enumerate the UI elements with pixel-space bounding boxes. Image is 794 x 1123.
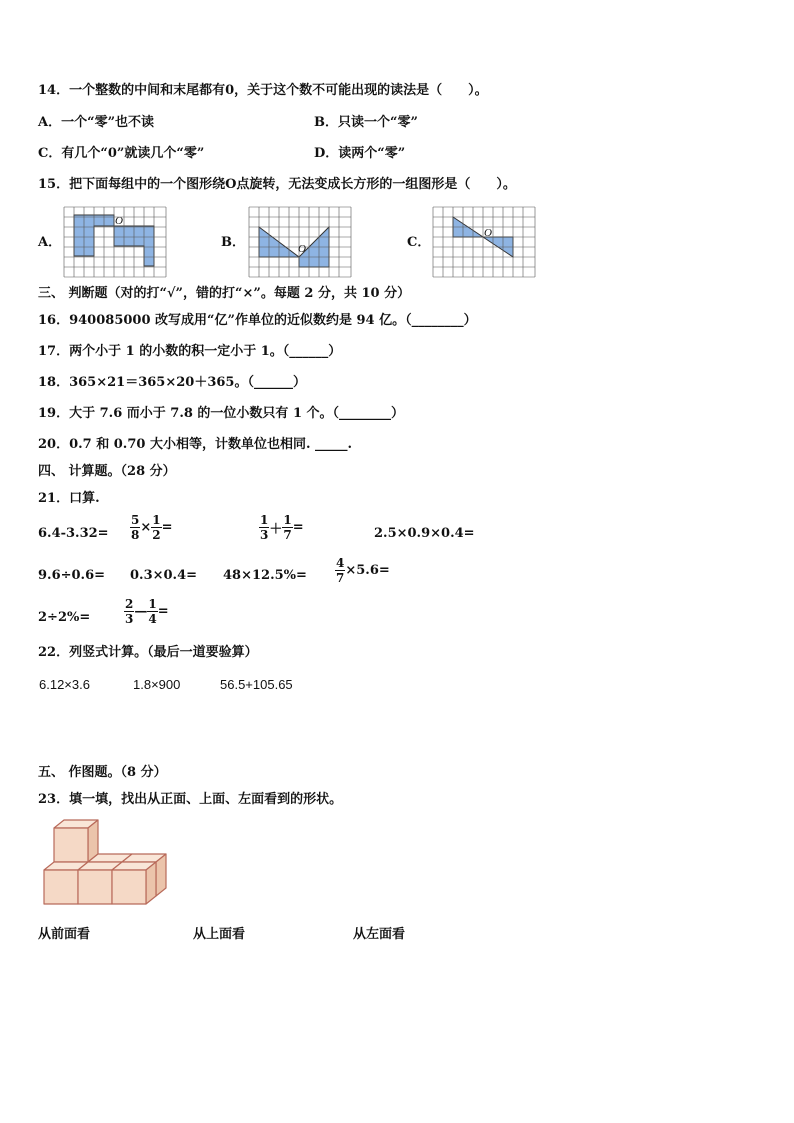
q21-expr-10: $\frac{2}{3}$ — $\frac{1}{4}$ = bbox=[125, 597, 169, 626]
q21-expr-3: $\frac{1}{3}$ ＋ $\frac{1}{7}$ = bbox=[260, 513, 304, 542]
q21-expr-2: $\frac{5}{8}$ × $\frac{1}{2}$ = bbox=[131, 513, 173, 542]
section-4-heading: 四、 计算题。（28 分） bbox=[38, 464, 176, 479]
q15-option-a-label: A． bbox=[38, 235, 62, 250]
q15-stem: 15．把下面每组中的一个图形绕O点旋转，无法变成长方形的一组图形是（ ）。 bbox=[38, 177, 516, 192]
q17-text: 17．两个小于 1 的小数的积一定小于 1。（______） bbox=[38, 344, 342, 359]
q21-expr-4: 2.5×0.9×0.4= bbox=[374, 526, 475, 541]
q18-text: 18．365×21＝365×20＋365。（______） bbox=[38, 375, 306, 390]
q21-stem: 21．口算. bbox=[38, 491, 100, 506]
q15-option-b-label: B． bbox=[221, 235, 245, 250]
q21-expr-7: 48×12.5%= bbox=[223, 568, 307, 583]
q21-expr-5: 9.6÷0.6= bbox=[38, 568, 106, 583]
q14-option-a: A．一个“零”也不读 bbox=[38, 115, 155, 130]
q15-figure-c bbox=[432, 206, 536, 278]
q21-expr-1: 6.4-3.32= bbox=[38, 526, 109, 541]
q15-figure-b bbox=[248, 206, 352, 278]
q14-option-c: C．有几个“0”就读几个“零” bbox=[38, 146, 205, 161]
q22-item-2: 1.8×900 bbox=[133, 677, 181, 692]
section-3-heading: 三、 判断题（对的打“√”，错的打“×”。每题 2 分，共 10 分） bbox=[38, 286, 411, 301]
q22-item-1: 6.12×3.6 bbox=[39, 677, 90, 692]
section-5-heading: 五、 作图题。（8 分） bbox=[38, 765, 167, 780]
q15-b-point-o: O bbox=[298, 243, 306, 255]
q14-stem: 14．一个整数的中间和末尾都有0，关于这个数不可能出现的读法是（ ）。 bbox=[38, 83, 488, 98]
q21-expr-6: 0.3×0.4= bbox=[130, 568, 198, 583]
q15-option-c-label: C． bbox=[407, 235, 431, 250]
q21-expr-9: 2÷2%= bbox=[38, 610, 91, 625]
q15-figure-a bbox=[63, 206, 167, 278]
q15-a-point-o: O bbox=[115, 215, 123, 227]
q19-text: 19．大于 7.6 而小于 7.8 的一位小数只有 1 个。（________） bbox=[38, 406, 405, 421]
q22-stem: 22．列竖式计算。（最后一道要验算） bbox=[38, 645, 258, 660]
q14-option-d: D．读两个“零” bbox=[314, 146, 406, 161]
q23-view-front: 从前面看 bbox=[38, 927, 91, 942]
q20-text: 20．0.7 和 0.70 大小相等，计数单位也相同. _____. bbox=[38, 437, 353, 452]
q23-cube-figure bbox=[42, 818, 172, 912]
q15-c-point-o: O bbox=[484, 227, 492, 239]
q21-expr-8: $\frac{4}{7}$ ×5.6= bbox=[336, 556, 390, 585]
q16-text: 16．940085000 改写成用“亿”作单位的近似数约是 94 亿。（________） bbox=[38, 313, 477, 328]
q22-item-3: 56.5+105.65 bbox=[220, 677, 293, 692]
q23-view-top: 从上面看 bbox=[193, 927, 246, 942]
q23-stem: 23．填一填，找出从正面、上面、左面看到的形状。 bbox=[38, 792, 343, 807]
q14-option-b: B．只读一个“零” bbox=[314, 115, 418, 130]
q23-view-left: 从左面看 bbox=[353, 927, 406, 942]
